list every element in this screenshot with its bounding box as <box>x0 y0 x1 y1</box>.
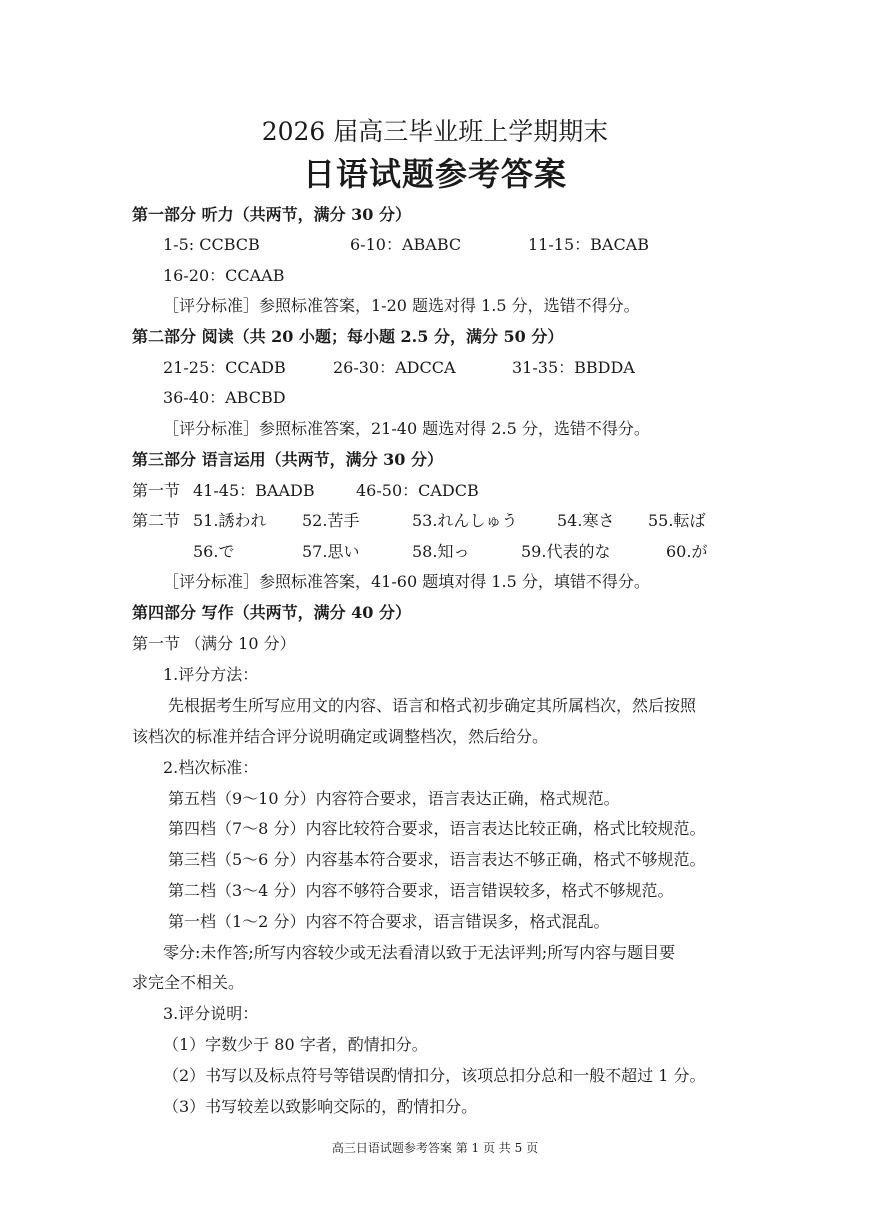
note-2: （2）书写以及标点符号等错误酌情扣分，该项总扣分总和一般不超过 1 分。 <box>163 1066 706 1085</box>
note-3: （3）书写较差以致影响交际的，酌情扣分。 <box>163 1097 478 1116</box>
answer-58: 58.知っ <box>412 542 470 561</box>
answer-36-40: 36-40：ABCBD <box>163 388 286 407</box>
title-line-2: 日语试题参考答案 <box>302 155 567 193</box>
part3-standard: ［评分标准］参照标准答案，41-60 题填对得 1.5 分，填错不得分。 <box>163 572 650 591</box>
answer-59: 59.代表的な <box>521 542 611 561</box>
part2-standard: ［评分标准］参照标准答案，21-40 题选对得 2.5 分，选错不得分。 <box>163 419 650 438</box>
answer-11-15: 11-15：BACAB <box>528 235 649 254</box>
page-footer: 高三日语试题参考答案 第 1 页 共 5 页 <box>331 1141 539 1155</box>
method-text-line2: 该档次的标准并结合评分说明确定或调整档次，然后给分。 <box>132 727 549 746</box>
level-4: 第四档（7～8 分）内容比较符合要求，语言表达比较正确，格式比较规范。 <box>168 819 706 838</box>
answer-41-45: 41-45：BAADB <box>193 481 315 500</box>
answer-16-20: 16-20：CCAAB <box>163 266 285 285</box>
part4-heading: 第四部分 写作（共两节，满分 40 分） <box>132 603 411 622</box>
part1-standard: ［评分标准］参照标准答案，1-20 题选对得 1.5 分，选错不得分。 <box>163 296 640 315</box>
part3-section1-label: 第一节 <box>132 481 181 500</box>
level-5: 第五档（9～10 分）内容符合要求，语言表达正确，格式规范。 <box>168 789 620 808</box>
answer-55: 55.転ば <box>648 511 706 530</box>
zero-score-line1: 零分:未作答;所写内容较少或无法看清以致于无法评判;所写内容与题目要 <box>163 943 676 962</box>
note-1: （1）字数少于 80 字者，酌情扣分。 <box>163 1035 428 1054</box>
answer-31-35: 31-35：BBDDA <box>512 358 635 377</box>
answer-57: 57.思い <box>302 542 360 561</box>
level-2: 第二档（3～4 分）内容不够符合要求，语言错误较多，格式不够规范。 <box>168 881 674 900</box>
title-line-1: 2026 届高三毕业班上学期期末 <box>261 117 609 146</box>
part3-section2-label: 第二节 <box>132 511 181 530</box>
answer-60: 60.が <box>666 542 708 561</box>
answer-1-5: 1-5: CCBCB <box>163 235 260 254</box>
answer-56: 56.で <box>193 542 235 561</box>
part2-heading: 第二部分 阅读（共 20 小题；每小题 2.5 分，满分 50 分） <box>132 327 564 346</box>
method-text-line1: 先根据考生所写应用文的内容、语言和格式初步确定其所属档次，然后按照 <box>168 696 697 715</box>
level-3: 第三档（5～6 分）内容基本符合要求，语言表达不够正确，格式不够规范。 <box>168 850 706 869</box>
answer-6-10: 6-10：ABABC <box>350 235 462 254</box>
part1-heading: 第一部分 听力（共两节，满分 30 分） <box>132 205 411 224</box>
levels-title: 2.档次标准： <box>163 758 259 777</box>
answer-26-30: 26-30：ADCCA <box>333 358 456 377</box>
level-1: 第一档（1～2 分）内容不符合要求，语言错误多，格式混乱。 <box>168 912 610 931</box>
method-title: 1.评分方法： <box>163 665 259 684</box>
part3-heading: 第三部分 语言运用（共两节，满分 30 分） <box>132 450 443 469</box>
zero-score-line2: 求完全不相关。 <box>132 973 245 992</box>
answer-21-25: 21-25：CCADB <box>163 358 286 377</box>
answer-53: 53.れんしゅう <box>412 511 518 530</box>
answer-54: 54.寒さ <box>557 511 615 530</box>
answer-52: 52.苦手 <box>302 511 360 530</box>
answer-46-50: 46-50：CADCB <box>356 481 479 500</box>
notes-title: 3.评分说明： <box>163 1004 259 1023</box>
part4-section1-label: 第一节 （满分 10 分） <box>132 634 296 653</box>
answer-51: 51.誘われ <box>193 511 267 530</box>
